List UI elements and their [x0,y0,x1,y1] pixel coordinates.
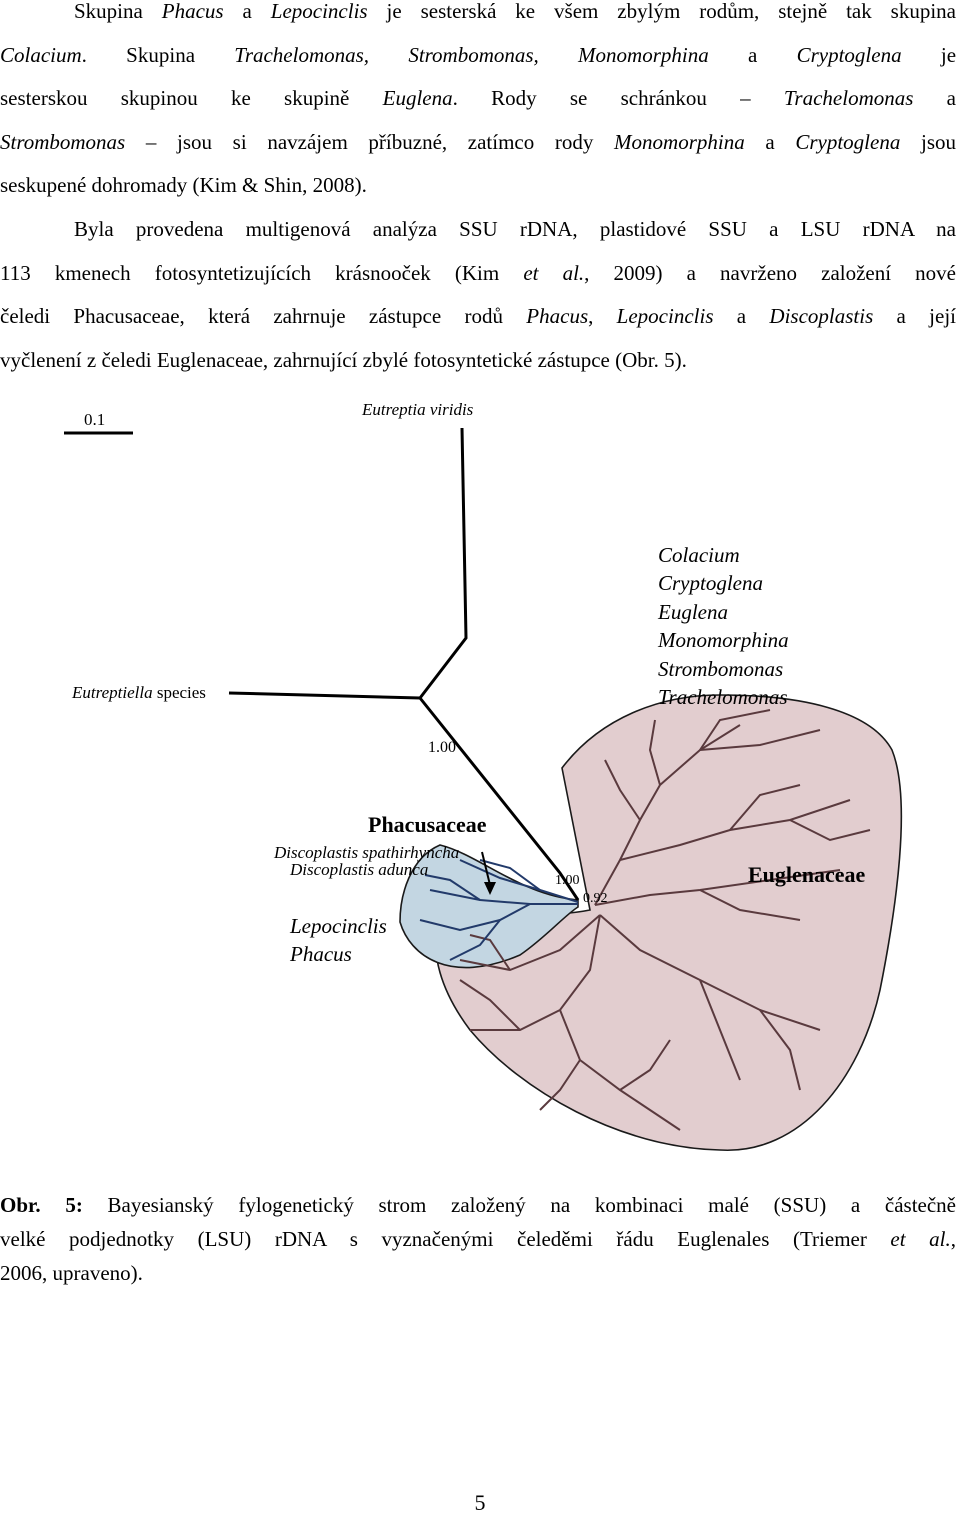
phylogenetic-tree-figure [0,390,960,1165]
page-number: 5 [474,1490,486,1515]
paragraph-1 [0,0,956,208]
label-eutreptia-viridis: Eutreptia viridis [362,400,474,419]
p2-line-4: vyčlenení z čeledi Euglenaceae, zahrnující zbylé fotosyntetické zástupce (Obr. 5). [0,347,687,372]
figure-caption [0,1188,956,1290]
p1-line-2: Colacium. Skupina Trachelomonas, Strombomonas, Monomorphina a Cryptoglena je [0,42,957,67]
label-discoplastis-spathirhyncha: Discoplastis spathirhyncha [274,843,460,862]
genus-cryptoglena: Cryptoglena [658,571,763,595]
p2-line-1: Byla provedena multigenová analýza SSU rDNA, plastidové SSU a LSU rDNA na [74,217,956,241]
label-discoplastis-adunca: Discoplastis adunca [290,860,429,879]
label-eutreptiella: Eutreptiella species [72,683,206,702]
genus-euglena: Euglena [658,600,728,624]
support-value-euglenaceae: 0.92 [583,891,608,906]
family-label-euglenaceae: Euglenaceae [748,862,866,887]
genus-monomorphina: Monomorphina [658,628,789,652]
p2-line-2: 113 kmenech fotosyntetizujících krásnooček (Kim et al., 2009) a navrženo založení nové [0,260,957,285]
p1-line-5: seskupené dohromady (Kim & Shin, 2008). [0,173,367,197]
family-label-phacusaceae: Phacusaceae [368,812,487,837]
caption-line-2: velké podjednotky (LSU) rDNA s vyznačenými čeleděmi řádu Euglenales (Triemer et al., [0,1227,956,1251]
paragraph-2 [0,208,956,382]
caption-line-1: Obr. 5: Bayesianský fylogenetický strom založený na kombinaci malé (SSU) a částečně [0,1193,956,1217]
genus-colacium: Colacium [658,543,740,567]
support-value-root: 1.00 [428,739,456,756]
genus-strombomonas: Strombomonas [658,657,784,681]
p2-line-3: čeledi Phacusaceae, která zahrnuje zástupce rodů Phacus, Lepocinclis a Discoplastis a její [0,304,956,328]
euglenaceae-genera-list [657,543,789,709]
caption-line-3: 2006, upraveno). [0,1261,143,1285]
label-lepocinclis: Lepocinclis [290,914,387,938]
label-phacus: Phacus [290,942,352,966]
p1-line-4: Strombomonas – jsou si navzájem příbuzné, zatímco rody Monomorphina a Cryptoglena jsou [0,129,956,154]
p1-line-3: sesterskou skupinou ke skupině Euglena. Rody se schránkou – Trachelomonas a [0,86,956,110]
p1-line-1: Skupina Phacus a Lepocinclis je sesterská ke všem zbylým rodům, stejně tak skupina [74,0,956,23]
scale-bar-label: 0.1 [84,410,106,429]
support-value-phacusaceae: 1.00 [555,873,580,888]
genus-trachelomonas: Trachelomonas [658,685,788,709]
